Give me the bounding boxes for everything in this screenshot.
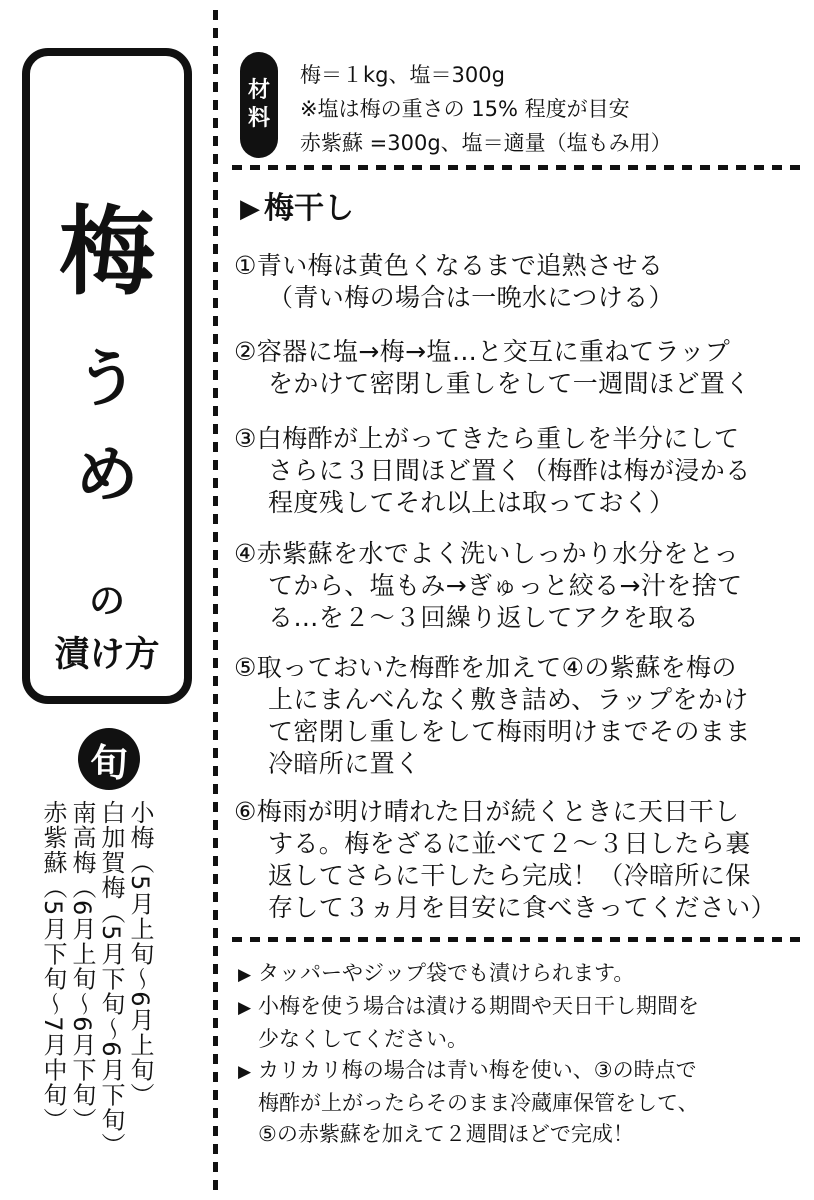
season-item: 南高梅（6月上旬～6月下旬） xyxy=(68,800,96,1133)
note-item xyxy=(238,1055,699,1150)
title-particle: の xyxy=(88,581,125,622)
note-line-wrap xyxy=(238,1055,699,1088)
season-item: 小梅（5月上旬～6月上旬） xyxy=(126,800,154,1108)
ingredient-line: 梅＝１kg、塩＝300g xyxy=(300,63,505,87)
ingredients-badge-char: 料 xyxy=(247,106,270,131)
step-line: 存して３ヵ月を目安に食べきってください） xyxy=(268,893,777,922)
step-line: （青い梅の場合は一晩水につける） xyxy=(268,283,674,312)
step-line: ⑤取っておいた梅酢を加えて④の紫蘇を梅の xyxy=(234,653,737,682)
title-kana-u: う xyxy=(75,342,138,415)
note-line: 梅酢が上がったらそのまま冷蔵庫保管をして、 xyxy=(258,1091,699,1115)
note-line-wrap xyxy=(238,991,699,1024)
title-subtitle: 漬け方 xyxy=(54,635,160,675)
vertical-dashed-divider xyxy=(213,10,218,1190)
step-line: する。梅をざるに並べて２～３日したら裏 xyxy=(268,829,751,858)
step-2 xyxy=(234,336,751,400)
step-line: 上にまんべんなく敷き詰め、ラップをかけ xyxy=(268,685,749,714)
ingredients-badge-char: 材 xyxy=(247,78,270,103)
triangle-right-icon: ▶ xyxy=(240,194,260,224)
step-line: て密閉し重しをして梅雨明けまでそのまま xyxy=(268,717,751,746)
triangle-right-icon: ▶ xyxy=(238,965,252,985)
note-line: タッパーやジップ袋でも漬けられます。 xyxy=(258,961,635,985)
section-heading-text: 梅干し xyxy=(264,191,354,226)
season-item: 白加賀梅（5月下旬～6月下旬） xyxy=(97,800,125,1158)
note-item xyxy=(238,991,699,1055)
note-item xyxy=(238,958,699,991)
step-3 xyxy=(234,423,751,519)
season-badge: 旬 xyxy=(78,728,140,790)
note-line: カリカリ梅の場合は青い梅を使い、③の時点で xyxy=(258,1058,697,1082)
step-4 xyxy=(234,538,743,634)
step-line: ①青い梅は黄色くなるまで追熟させる xyxy=(234,251,664,280)
step-1 xyxy=(234,250,674,314)
triangle-right-icon: ▶ xyxy=(238,1062,252,1082)
step-line: さらに３日間ほど置く（梅酢は梅が浸かる xyxy=(268,456,751,485)
note-line: 小梅を使う場合は漬ける期間や天日干し期間を xyxy=(258,994,699,1018)
season-list xyxy=(38,800,154,1160)
horizontal-dashed-divider xyxy=(232,937,808,942)
season-item: 赤紫蘇（5月下旬～7月中旬） xyxy=(39,800,67,1133)
note-line: ⑤の赤紫蘇を加えて２週間ほどで完成！ xyxy=(258,1122,634,1146)
title-main-char: 梅 xyxy=(59,196,155,308)
step-line: ⑥梅雨が明け晴れた日が続くときに天日干し xyxy=(234,797,740,826)
step-5 xyxy=(234,652,751,780)
step-line: てから、塩もみ→ぎゅっと絞る→汁を捨て xyxy=(268,571,743,600)
step-line: 程度残してそれ以上は取っておく） xyxy=(268,488,675,517)
notes-list xyxy=(238,958,699,1150)
ingredients-list xyxy=(300,58,672,160)
step-line: る…を２～３回繰り返してアクを取る xyxy=(268,603,700,632)
triangle-right-icon: ▶ xyxy=(238,998,252,1018)
section-heading xyxy=(240,191,354,226)
horizontal-dashed-divider xyxy=(232,165,808,170)
note-line-wrap xyxy=(238,958,699,991)
ingredient-line: ※塩は梅の重さの 15% 程度が目安 xyxy=(300,97,630,121)
step-line: 冷暗所に置く xyxy=(268,749,421,778)
step-line: ④赤紫蘇を水でよく洗いしっかり水分をとっ xyxy=(234,539,739,568)
title-kana-me: め xyxy=(75,438,138,511)
ingredient-line: 赤紫蘇 =300g、塩＝適量（塩もみ用） xyxy=(300,131,672,155)
step-line: ②容器に塩→梅→塩…と交互に重ねてラップ xyxy=(234,337,731,366)
step-6 xyxy=(234,796,776,924)
ingredients-badge xyxy=(240,52,278,158)
step-line: 返してさらに干したら完成！（冷暗所に保 xyxy=(268,861,751,890)
step-line: ③白梅酢が上がってきたら重しを半分にして xyxy=(234,424,740,453)
note-line: 少なくしてください。 xyxy=(258,1027,468,1051)
step-line: をかけて密閉し重しをして一週間ほど置く xyxy=(268,369,751,398)
title-box xyxy=(22,48,192,704)
